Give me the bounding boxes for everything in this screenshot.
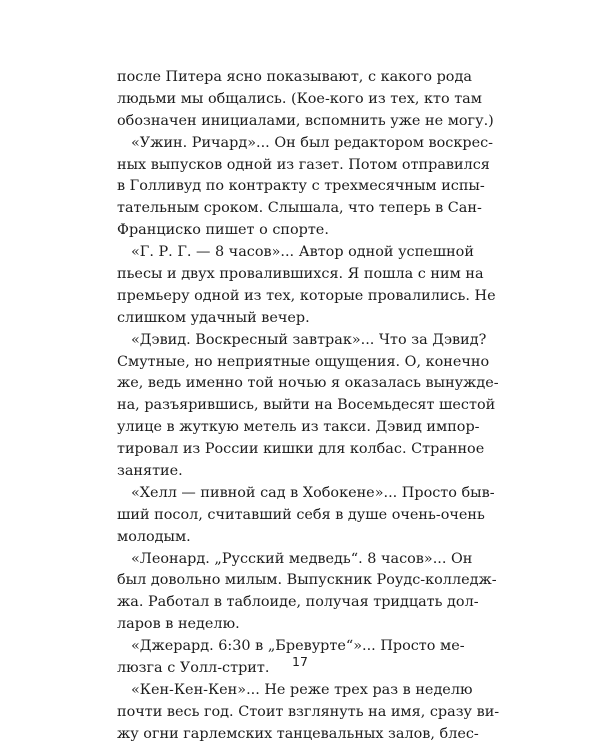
text-line: Смутные, но неприятные ощущения. О, конечно — [117, 353, 490, 370]
text-line: ных выпусков одной из газет. Потом отправился — [117, 156, 490, 173]
text-line: после Питера ясно показывают, с какого рода — [117, 69, 472, 85]
text-line: жа. Работал в таблоиде, получая тридцать дол- — [117, 594, 479, 611]
text-line: на, разъярившись, выйти на Восемьдесят шестой — [117, 397, 496, 414]
text-line: жу огни гарлемских танцевальных залов, блес- — [117, 725, 479, 742]
text-line: пьесы и двух провалившихся. Я пошла с ним на — [117, 266, 484, 283]
text-line: в Голливуд по контракту с трехмесячным испы- — [117, 178, 485, 195]
text-line: ларов в неделю. — [117, 616, 240, 633]
text-line: «Леонард. „Русский медведь“. 8 часов»... Он — [131, 550, 473, 567]
text-line: «Г. Р. Г. — 8 часов»... Автор одной успешной — [131, 244, 474, 261]
text-line: ший посол, считавший себя в душе очень-очень — [117, 506, 485, 523]
text-line: слишком удачный вечер. — [117, 309, 310, 326]
text-line: молодым. — [117, 528, 191, 545]
page-number: 17 — [292, 654, 308, 669]
text-line: «Джерард. 6:30 в „Бревурте“»... Просто ме- — [131, 638, 465, 655]
text-line: тательным сроком. Слышала, что теперь в Сан- — [117, 200, 482, 217]
text-line: почти весь год. Стоит взглянуть на имя, сразу ви- — [117, 703, 500, 720]
text-line: же, ведь именно той ночью я оказалась вынужде- — [117, 375, 499, 392]
text-line: улице в жуткую метель из такси. Дэвид импор- — [117, 419, 480, 436]
text-line: премьеру одной из тех, которые провалились. Не — [117, 287, 496, 304]
text-line: «Дэвид. Воскресный завтрак»... Что за Дэвид? — [131, 331, 487, 348]
text-line: тировал из России кишки для колбас. Странное — [117, 441, 485, 458]
text-line: люзга с Уолл-стрит. — [117, 660, 270, 677]
text-line: людьми мы общались. (Кое-кого из тех, кто там — [117, 90, 482, 107]
body-text — [117, 67, 500, 746]
text-line: «Хелл — пивной сад в Хобокене»... Просто быв- — [131, 484, 495, 501]
text-line: Франциско пишет о спорте. — [117, 222, 329, 239]
text-line: занятие. — [117, 463, 183, 480]
text-line: «Ужин. Ричард»... Он был редактором воскрес- — [131, 134, 494, 151]
text-line: обозначен инициалами, вспомнить уже не могу.) — [117, 112, 494, 129]
text-line: «Кен-Кен-Кен»... Не реже трех раз в неделю — [131, 681, 473, 698]
text-line: был довольно милым. Выпускник Роудс-колледж- — [117, 572, 497, 589]
